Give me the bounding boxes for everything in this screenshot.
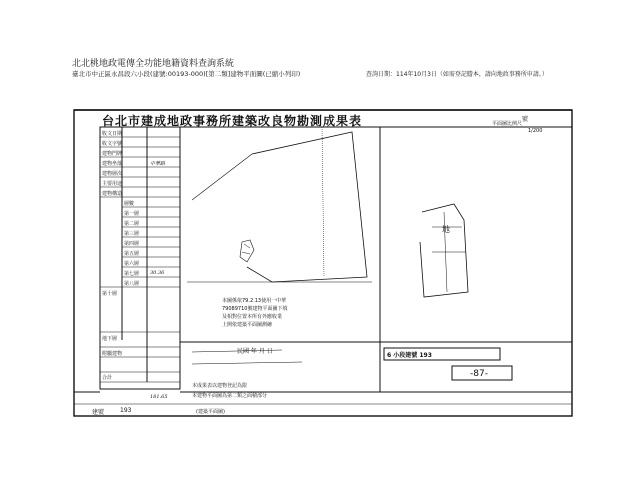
row-label: 第五層 xyxy=(124,251,140,257)
row-label: 主要用途 xyxy=(102,181,123,187)
page-number: -87- xyxy=(470,369,488,379)
scale-label: 平面圖比例尺 xyxy=(492,121,523,127)
footer-note: 本成果表以建物登記為限 xyxy=(192,383,248,389)
note-line: 及相對位置本所有外應收業 xyxy=(222,314,283,320)
row-label: 第二層 xyxy=(124,221,140,227)
row-label: 層數 xyxy=(124,201,135,207)
footer-note-2: 本建物平面圖為第二類之面積部分 xyxy=(192,393,268,399)
footer-building-no: 193 xyxy=(120,407,132,414)
plan-label: 地 xyxy=(442,225,450,234)
stamp-building: 6 小段建號 193 xyxy=(387,352,432,359)
row-label: 收文日期 xyxy=(102,131,123,137)
row-label: 附屬建物 xyxy=(102,351,123,357)
row-label: 建物坐落 xyxy=(102,161,123,167)
document-title: 台北市建成地政事務所建築改良物勘測成果表 xyxy=(102,114,363,128)
header-title: 北北桃地政電傳全功能地籍資料查詢系統 xyxy=(72,59,235,69)
row-label: 建物門牌 xyxy=(102,151,123,157)
row-label: 第一層 xyxy=(124,211,140,217)
row-label: 地下層 xyxy=(102,336,118,342)
query-info: 查詢日期：114年10月3日（如需登記謄本，請向地政事務所申請。） xyxy=(366,71,548,78)
survey-sheet xyxy=(72,92,574,422)
row-label: 第六層 xyxy=(124,261,140,267)
handwritten-location: 中華路 xyxy=(150,161,166,167)
row-label: 第三層 xyxy=(124,231,140,237)
row-label: 建物層次 xyxy=(102,171,123,177)
handwritten-total: 181.65 xyxy=(150,394,168,400)
row-label: 合計 xyxy=(102,375,113,381)
row-label: 收文字號 xyxy=(102,141,123,147)
scale-value: 1/200 xyxy=(528,128,543,134)
note-line: 79089710號建物平面圖下填 xyxy=(222,306,288,312)
footer-mid: (建築平面圖) xyxy=(196,409,225,415)
row-label: 第七層 xyxy=(124,271,140,277)
note-line: 本圖係依79.2.13使用一中華 xyxy=(222,298,287,304)
footer-building-label: 建號 xyxy=(92,409,105,416)
row-label: 第四層 xyxy=(124,241,140,247)
handwritten-sub-total: 30.36 xyxy=(150,270,165,276)
survey-date: 民國 年 月 日 xyxy=(237,348,273,355)
top-right-no: 號 xyxy=(522,116,529,123)
sheet-lines xyxy=(72,92,574,422)
header-subtitle: 臺北市中正區永昌段六小段(建號:00193-000)[第二類]建物平面圖(已縮小列印) xyxy=(72,70,301,78)
row-label: 建物構造 xyxy=(102,191,123,197)
row-label: 第十層 xyxy=(102,291,118,297)
note-line: 上開依建築平面圖測繪 xyxy=(222,322,273,328)
row-label: 第八層 xyxy=(124,281,140,287)
